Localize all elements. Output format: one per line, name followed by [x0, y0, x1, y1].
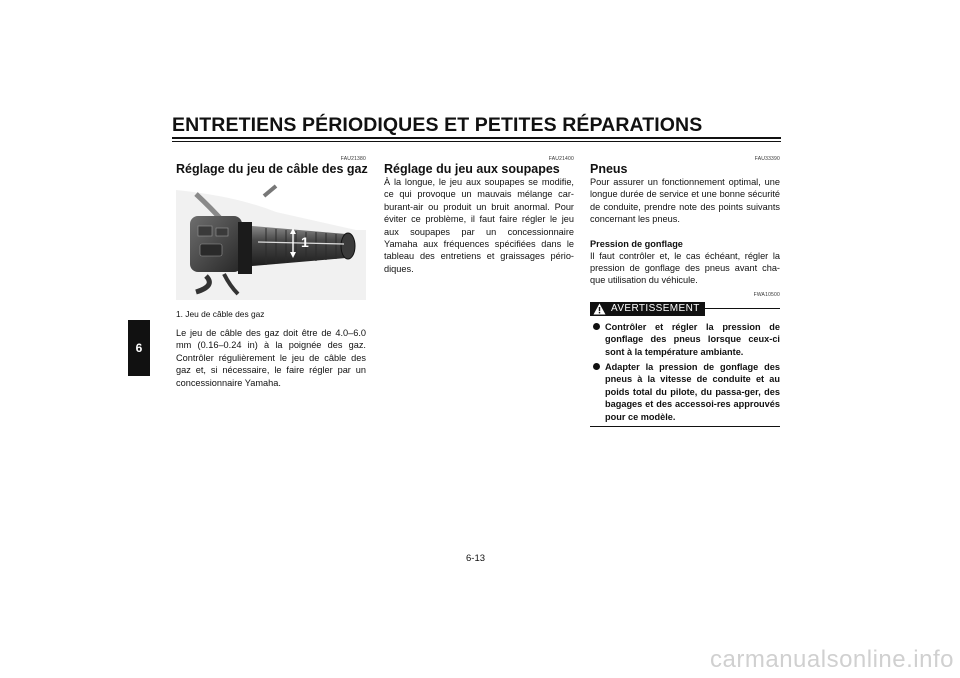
- section-code: FAU33390: [754, 156, 780, 162]
- section-valve-clearance: [384, 156, 574, 275]
- bullet-icon: [593, 323, 600, 330]
- warning-item: [590, 361, 780, 423]
- subsection-heading: Pression de gonflage: [590, 238, 683, 249]
- page-title: ENTRETIENS PÉRIODIQUES ET PETITES RÉPARATIONS: [172, 114, 703, 136]
- warning-label: AVERTISSEMENT: [611, 303, 700, 315]
- subsection-body: Il faut contrôler et, le cas échéant, régler la pression de gonflage des pneus avant cha-que utilisation du véhicule.: [590, 250, 780, 286]
- warning-code: FWA10500: [753, 291, 780, 298]
- section-throttle-cable: [176, 156, 366, 389]
- section-body: Pour assurer un fonctionnement optimal, une longue durée de service et une bonne sécurité de conduite, prendre note des points suivants concernant les pneus.: [590, 177, 780, 225]
- figure-caption: 1. Jeu de câble des gaz: [176, 309, 265, 319]
- watermark: carmanualsonline.info: [710, 646, 954, 673]
- bullet-icon: [593, 363, 600, 370]
- header-rule-thin: [172, 141, 781, 142]
- warning-badge: [590, 302, 705, 316]
- section-heading: Pneus: [590, 162, 628, 176]
- warning-item-text: Adapter la pression de gonflage des pneus à la vitesse de conduite et au poids total du pilote, du passa-ger, des bagages et des accessoi-res approuvés pour ce modèle.: [605, 362, 780, 422]
- warning-banner: [590, 302, 780, 316]
- throttle-grip-figure: [176, 182, 366, 300]
- section-code: FAU21380: [340, 156, 366, 162]
- section-heading: Réglage du jeu aux soupapes: [384, 162, 560, 176]
- section-code: FAU21400: [548, 156, 574, 162]
- warning-item: [590, 321, 780, 358]
- chapter-tab: 6: [128, 320, 150, 376]
- section-tires: [590, 156, 780, 427]
- section-body: Le jeu de câble des gaz doit être de 4.0–6.0 mm (0.16–0.24 in) à la poignée des gaz. Contrôler régulièrement le jeu de câble des gaz et, si nécessaire, le faire régler par un concessionnaire Yamaha.: [176, 328, 366, 388]
- warning-end-rule: [590, 426, 780, 427]
- figure-callout-label: 1: [301, 234, 309, 250]
- throttle-grip-illustration: [176, 182, 366, 300]
- warning-rule: [705, 308, 780, 309]
- warning-list: [590, 321, 780, 423]
- page-number: 6-13: [466, 553, 486, 564]
- section-heading: Réglage du jeu de câble des gaz: [176, 162, 368, 176]
- warning-item-text: Contrôler et régler la pression de gonflage des pneus lorsque ceux-ci sont à la température ambiante.: [605, 321, 780, 357]
- header-rule: [172, 137, 781, 139]
- warning-triangle-icon: [593, 303, 606, 315]
- section-body: À la longue, le jeu aux soupapes se modifie, ce qui provoque un mauvais mélange car-burant-air ou produit un bruit anormal. Pour éviter ce problème, il faut faire régler le jeu aux soupapes par un concessionnaire Yamaha aux fréquences spécifiées dans le tableau des entretiens et graissages pério-diques.: [384, 177, 574, 274]
